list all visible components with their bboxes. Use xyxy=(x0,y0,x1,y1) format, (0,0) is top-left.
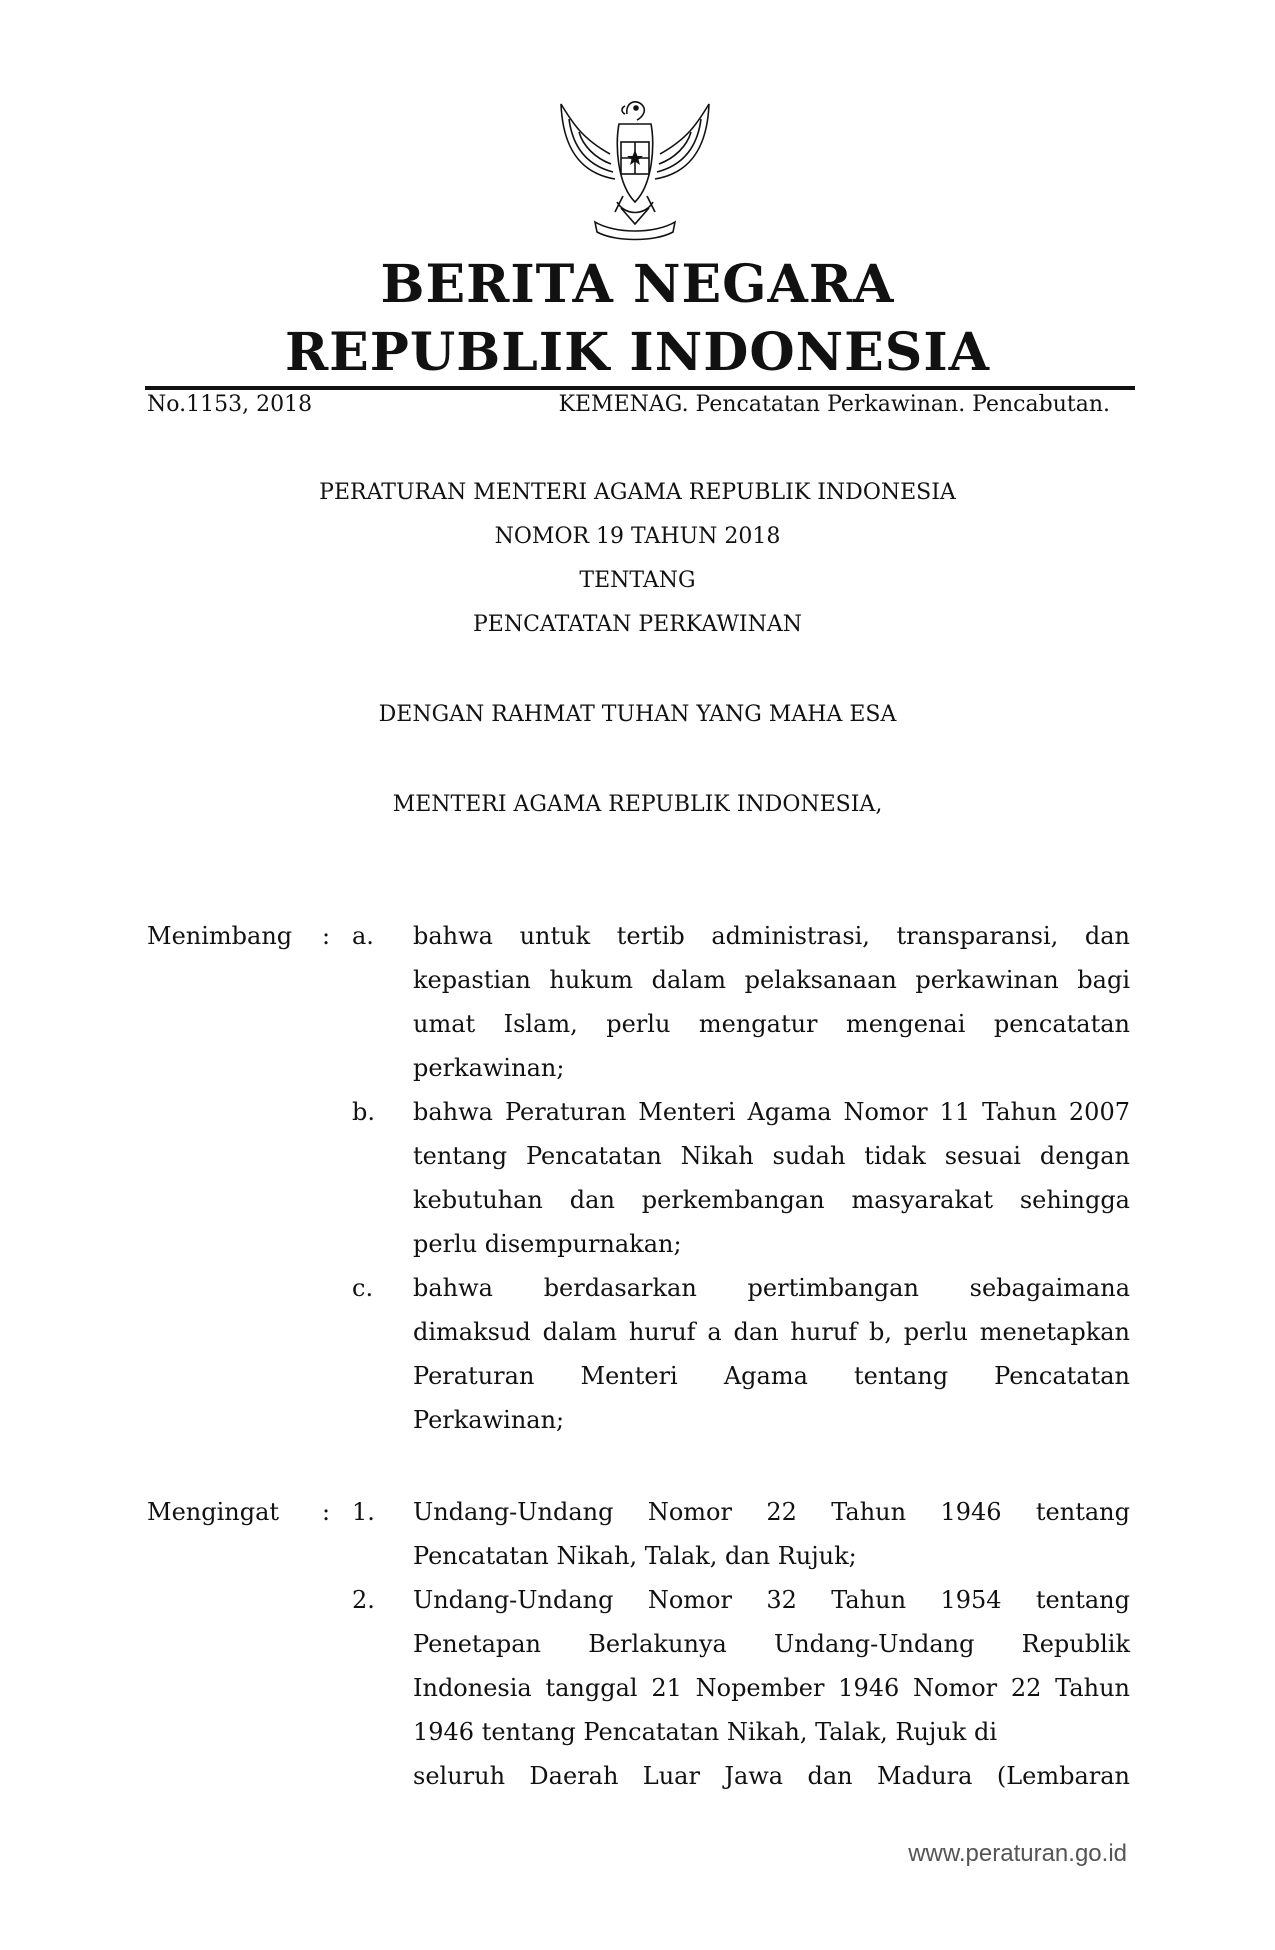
text-line: dimaksud dalam huruf a dan huruf b, perlu menetapkan xyxy=(413,1318,1130,1346)
text-line: bahwa berdasarkan pertimbangan sebagaimana xyxy=(413,1274,1130,1302)
regulation-subject: PENCATATAN PERKAWINAN xyxy=(472,612,803,637)
masthead-subtitle: REPUBLIK INDONESIA xyxy=(284,322,991,383)
menimbang-marker: a. xyxy=(352,922,374,950)
text-line: Peraturan Menteri Agama tentang Pencatatan xyxy=(413,1362,1130,1390)
menimbang-item-c xyxy=(413,1266,1130,1442)
gazette-number: No.1153, 2018 xyxy=(147,392,313,417)
mengingat-item-1 xyxy=(413,1490,1130,1578)
text-line: Indonesia tanggal 21 Nopember 1946 Nomor 22 Tahun xyxy=(413,1674,1130,1702)
text-line: tentang Pencatatan Nikah sudah tidak sesuai dengan xyxy=(413,1142,1130,1170)
text-line: Undang-Undang Nomor 22 Tahun 1946 tentang xyxy=(413,1498,1130,1526)
menimbang-label: Menimbang xyxy=(147,922,293,950)
mengingat-colon: : xyxy=(322,1498,331,1526)
text-line: umat Islam, perlu mengatur mengenai pencatatan xyxy=(413,1010,1130,1038)
mengingat-marker: 1. xyxy=(352,1498,375,1526)
menimbang-item-a xyxy=(413,914,1130,1090)
invocation: DENGAN RAHMAT TUHAN YANG MAHA ESA xyxy=(378,702,897,727)
text-line: Undang-Undang Nomor 32 Tahun 1954 tentang xyxy=(413,1586,1130,1614)
regulation-title-line: PERATURAN MENTERI AGAMA REPUBLIK INDONESIA xyxy=(319,480,956,505)
text-line: perkawinan; xyxy=(413,1054,565,1082)
minister-line: MENTERI AGAMA REPUBLIK INDONESIA, xyxy=(392,792,883,817)
masthead-title: BERITA NEGARA xyxy=(380,254,895,315)
menimbang-item-b xyxy=(413,1090,1130,1266)
mengingat-marker: 2. xyxy=(352,1586,375,1614)
text-line: kepastian hukum dalam pelaksanaan perkawinan bagi xyxy=(413,966,1130,994)
regulation-number: NOMOR 19 TAHUN 2018 xyxy=(494,524,781,549)
text-line: 1946 tentang Pencatatan Nikah, Talak, Rujuk di xyxy=(413,1718,998,1746)
garuda-emblem-icon xyxy=(555,84,715,244)
mengingat-item-2 xyxy=(413,1578,1130,1798)
menimbang-marker: b. xyxy=(352,1098,375,1126)
text-line: bahwa untuk tertib administrasi, transparansi, dan xyxy=(413,922,1130,950)
text-line: kebutuhan dan perkembangan masyarakat sehingga xyxy=(413,1186,1130,1214)
footer-url-link[interactable]: www.peraturan.go.id xyxy=(908,1840,1127,1867)
text-line: Pencatatan Nikah, Talak, dan Rujuk; xyxy=(413,1542,857,1570)
text-line: perlu disempurnakan; xyxy=(413,1230,682,1258)
menimbang-marker: c. xyxy=(352,1274,374,1302)
text-line: seluruh Daerah Luar Jawa dan Madura (Lembaran xyxy=(413,1762,1130,1790)
menimbang-colon: : xyxy=(322,922,331,950)
text-line: Perkawinan; xyxy=(413,1406,565,1434)
gazette-subject: KEMENAG. Pencatatan Perkawinan. Pencabutan. xyxy=(558,392,1110,417)
text-line: Penetapan Berlakunya Undang-Undang Republik xyxy=(413,1630,1130,1658)
mengingat-label: Mengingat xyxy=(147,1498,280,1526)
regulation-about: TENTANG xyxy=(579,568,696,593)
text-line: bahwa Peraturan Menteri Agama Nomor 11 Tahun 2007 xyxy=(413,1098,1130,1126)
